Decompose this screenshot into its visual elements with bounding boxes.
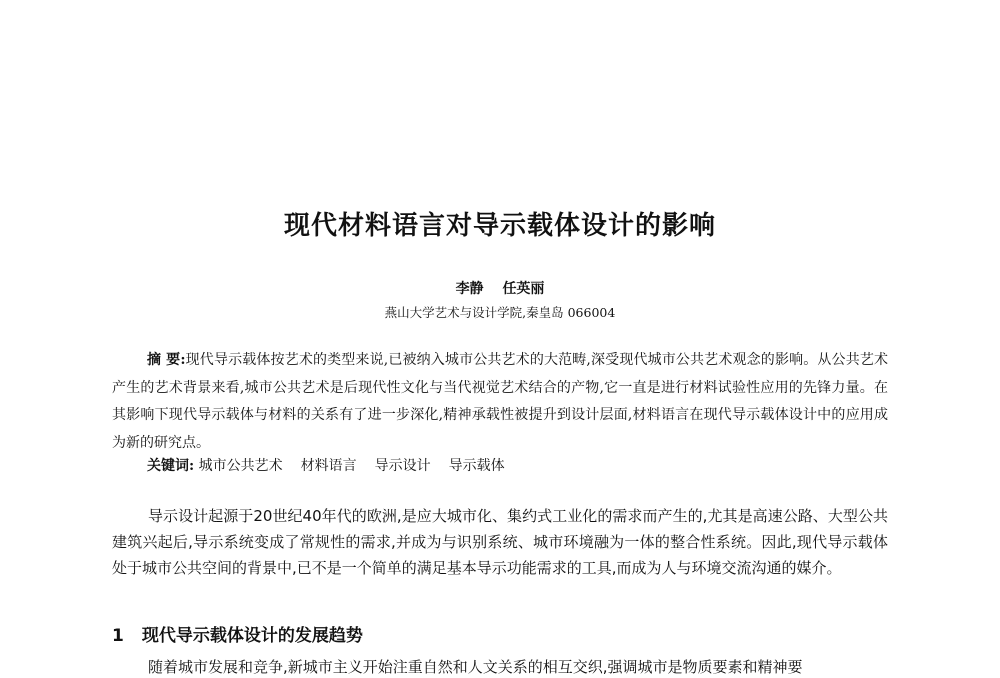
author-name: 任英丽 — [502, 281, 545, 297]
section-body-paragraph: 随着城市发展和竞争,新城市主义开始注重自然和人文关系的相互交织,强调城市是物质要素和精神要 — [148, 658, 803, 676]
section-number: 1 — [112, 626, 124, 646]
abstract-label: 摘 要: — [147, 352, 186, 368]
keyword: 导示设计 — [374, 458, 431, 474]
keyword: 材料语言 — [300, 458, 357, 474]
author-affiliation: 燕山大学艺术与设计学院,秦皇岛 066004 — [384, 305, 616, 320]
abstract-text: 现代导示载体按艺术的类型来说,已被纳入城市公共艺术的大范畴,深受现代城市公共艺术观念的影响。从公共艺术产生的艺术背景来看,城市公共艺术是后现代性文化与当代视觉艺术结合的产物,它一直是进行材料试验性应用的先锋力量。在其影响下现代导示载体与材料的关系有了进一步深化,精神承载性被提升到设计层面,材料语言在现代导示载体设计中的应用成为新的研究点。 — [112, 352, 888, 451]
keywords-label: 关键词: — [147, 458, 195, 474]
paper-title: 现代材料语言对导示载体设计的影响 — [283, 211, 716, 241]
intro-paragraph: 导示设计起源于20世纪40年代的欧洲,是应大城市化、集约式工业化的需求而产生的,尤其是高速公路、大型公共建筑兴起后,导示系统变成了常规性的需求,并成为与识别系统、城市环境融为一体的整合性系统。因此,现代导示载体处于城市公共空间的背景中,已不是一个简单的满足基本导示功能需求的工具,而成为人与环境交流沟通的媒介。 — [112, 507, 888, 577]
section-title: 现代导示载体设计的发展趋势 — [141, 626, 363, 646]
section-heading — [112, 621, 888, 646]
keyword: 导示载体 — [448, 458, 505, 474]
author-name: 李静 — [455, 281, 484, 297]
author-list — [0, 278, 1000, 298]
keyword: 城市公共艺术 — [198, 458, 283, 474]
abstract — [112, 347, 888, 457]
keywords — [147, 455, 887, 475]
